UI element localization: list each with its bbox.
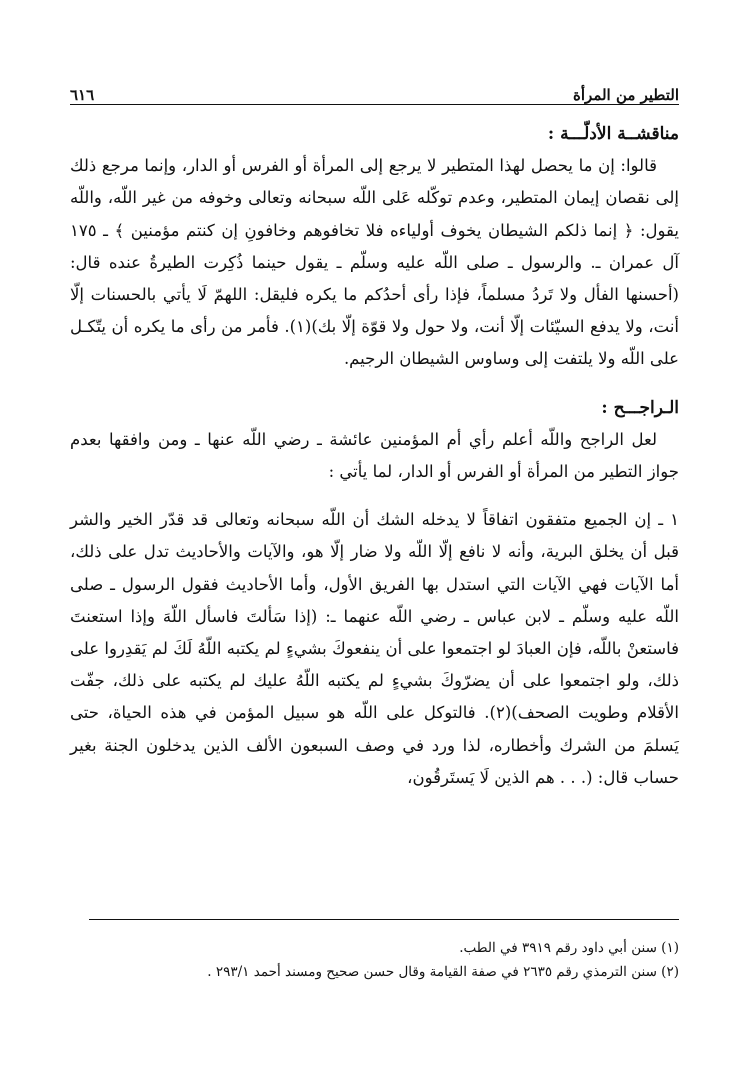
page-number: ٦١٦ bbox=[70, 86, 95, 104]
running-title: التطير من المرأة bbox=[573, 86, 679, 104]
page-body bbox=[70, 118, 679, 794]
section-spacer bbox=[70, 488, 679, 504]
discussion-paragraph: قالوا: إن ما يحصل لهذا المتطير لا يرجع إلى المرأة أو الفرس أو الدار، وإنما مرجع ذلك إلى نقصان إيمان المتطير، وعدم توكّله عَلى اللّه سبحانه وتعالى وخوفه من غير اللّه، واللّه يقول: ﴿ إنما ذلكم الشيطان يخوف أولياءه فلا تخافوهم وخافونِ إن كنتم مؤمنين ﴾ ـ ١٧٥ آل عمران ـ. والرسول ـ صلى اللّه عليه وسلّم ـ يقول حينما ذُكِرت الطيرةُ عنده قال: (أحسنها الفأل ولا تَردُ مسلماً، فإذا رأى أحدُكم ما يكره فليقل: اللهمّ لَا يأتي بالحسنات إلّا أنت، ولا يدفع السيّئات إلّا أنت، ولا حول ولا قوّة إلّا بك)(١). فأمر من رأى ما يكره أن يتّكـل على اللّه ولا يلتفت إلى وساوس الشيطان الرجيم. bbox=[70, 156, 679, 369]
preponderant-heading: الـراجـــح : bbox=[601, 397, 679, 418]
footnote-2: (٢) سنن الترمذي رقم ٢٦٣٥ في صفة القيامة وقال حسن صحيح ومسند أحمد ٢٩٣/١ . bbox=[207, 964, 679, 980]
footnote-1: (١) سنن أبي داود رقم ٣٩١٩ في الطب. bbox=[459, 940, 679, 956]
footnote-separator bbox=[89, 919, 679, 920]
page-header bbox=[70, 74, 679, 105]
section-spacer bbox=[70, 376, 679, 392]
footnotes bbox=[70, 936, 679, 984]
discussion-heading: مناقشــة الأدلّـــة : bbox=[547, 124, 679, 144]
preponderant-intro: لعل الراجح واللّه أعلم رأي أم المؤمنين عائشة ـ رضي اللّه عنها ـ ومن وافقها بعدم جواز التطير من المرأة أو الفرس أو الدار، لما يأتي : bbox=[70, 429, 679, 482]
preponderant-point-1: ١ ـ إن الجميع متفقون اتفاقاً لا يدخله الشك أن اللّه سبحانه وتعالى قد قدّر الخير والشر قبل أن يخلق البرية، وأنه لا نافع إلّا اللّه ولا ضار إلّا هو، والآيات والأحاديث تدل على ذلك، أما الآيات فهي الآيات التي استدل بها الفريق الأول، وأما الأحاديث فقول الرسول ـ صلى اللّه عليه وسلّم ـ لابن عباس ـ رضي اللّه عنهما ـ: (إذا سَألتَ فاسأل اللّهَ وإذا استعنتَ فاستعنْ باللّه، فإن العبادَ لو اجتمعوا على أن ينفعوكَ بشيءٍ لم يكتبه اللّهُ لَكَ لم يَقدِروا على ذلك، ولو اجتمعوا على أن يضرّوكَ بشيءٍ لم يكتبه اللّهُ عليك لم يكتبه على ذلك، جفّت الأقلام وطويت الصحف)(٢). فالتوكل على اللّه هو سبيل المؤمن في هذه الحياة، حتى يَسلمَ من الشرك وأخطاره، لذا ورد في وصف السبعون الألف الذين يدخلون الجنة بغير حساب قال: (. . . هم الذين لَا يَستَرقُون، bbox=[70, 510, 679, 787]
